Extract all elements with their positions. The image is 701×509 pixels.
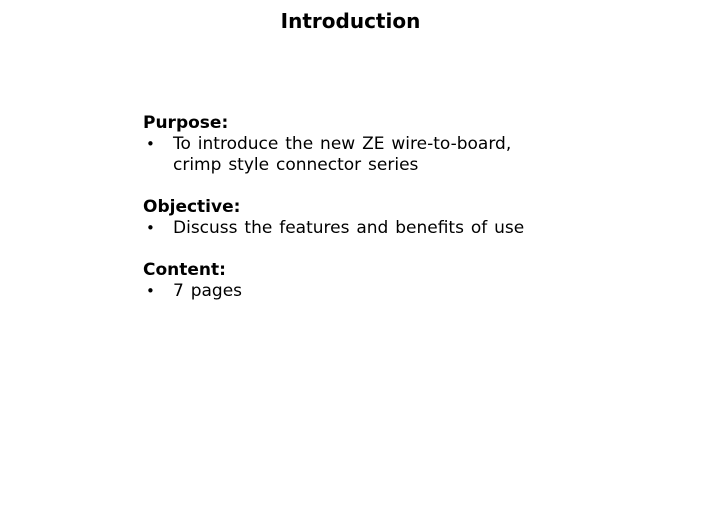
bullet-line: crimp style connector series	[173, 155, 419, 175]
bullet-text	[173, 134, 613, 176]
section-heading-content: Content:	[143, 260, 226, 280]
slide-body	[143, 113, 613, 323]
bullet-text	[173, 281, 613, 302]
bullet-icon: •	[146, 282, 155, 300]
slide-title: Introduction	[280, 9, 421, 33]
bullet-line: Discuss the features and benefits of use	[173, 218, 525, 238]
bullet-item	[143, 218, 613, 239]
bullet-icon: •	[146, 219, 155, 237]
section-heading-objective: Objective:	[143, 197, 241, 217]
section-objective	[143, 197, 613, 239]
section-content	[143, 260, 613, 302]
section-purpose	[143, 113, 613, 176]
bullet-icon: •	[146, 135, 155, 153]
bullet-line: 7 pages	[173, 281, 243, 301]
section-heading-purpose: Purpose:	[143, 113, 229, 133]
bullet-text	[173, 218, 613, 239]
bullet-line: To introduce the new ZE wire-to-board,	[173, 134, 512, 154]
bullet-item	[143, 134, 613, 176]
bullet-item	[143, 281, 613, 302]
